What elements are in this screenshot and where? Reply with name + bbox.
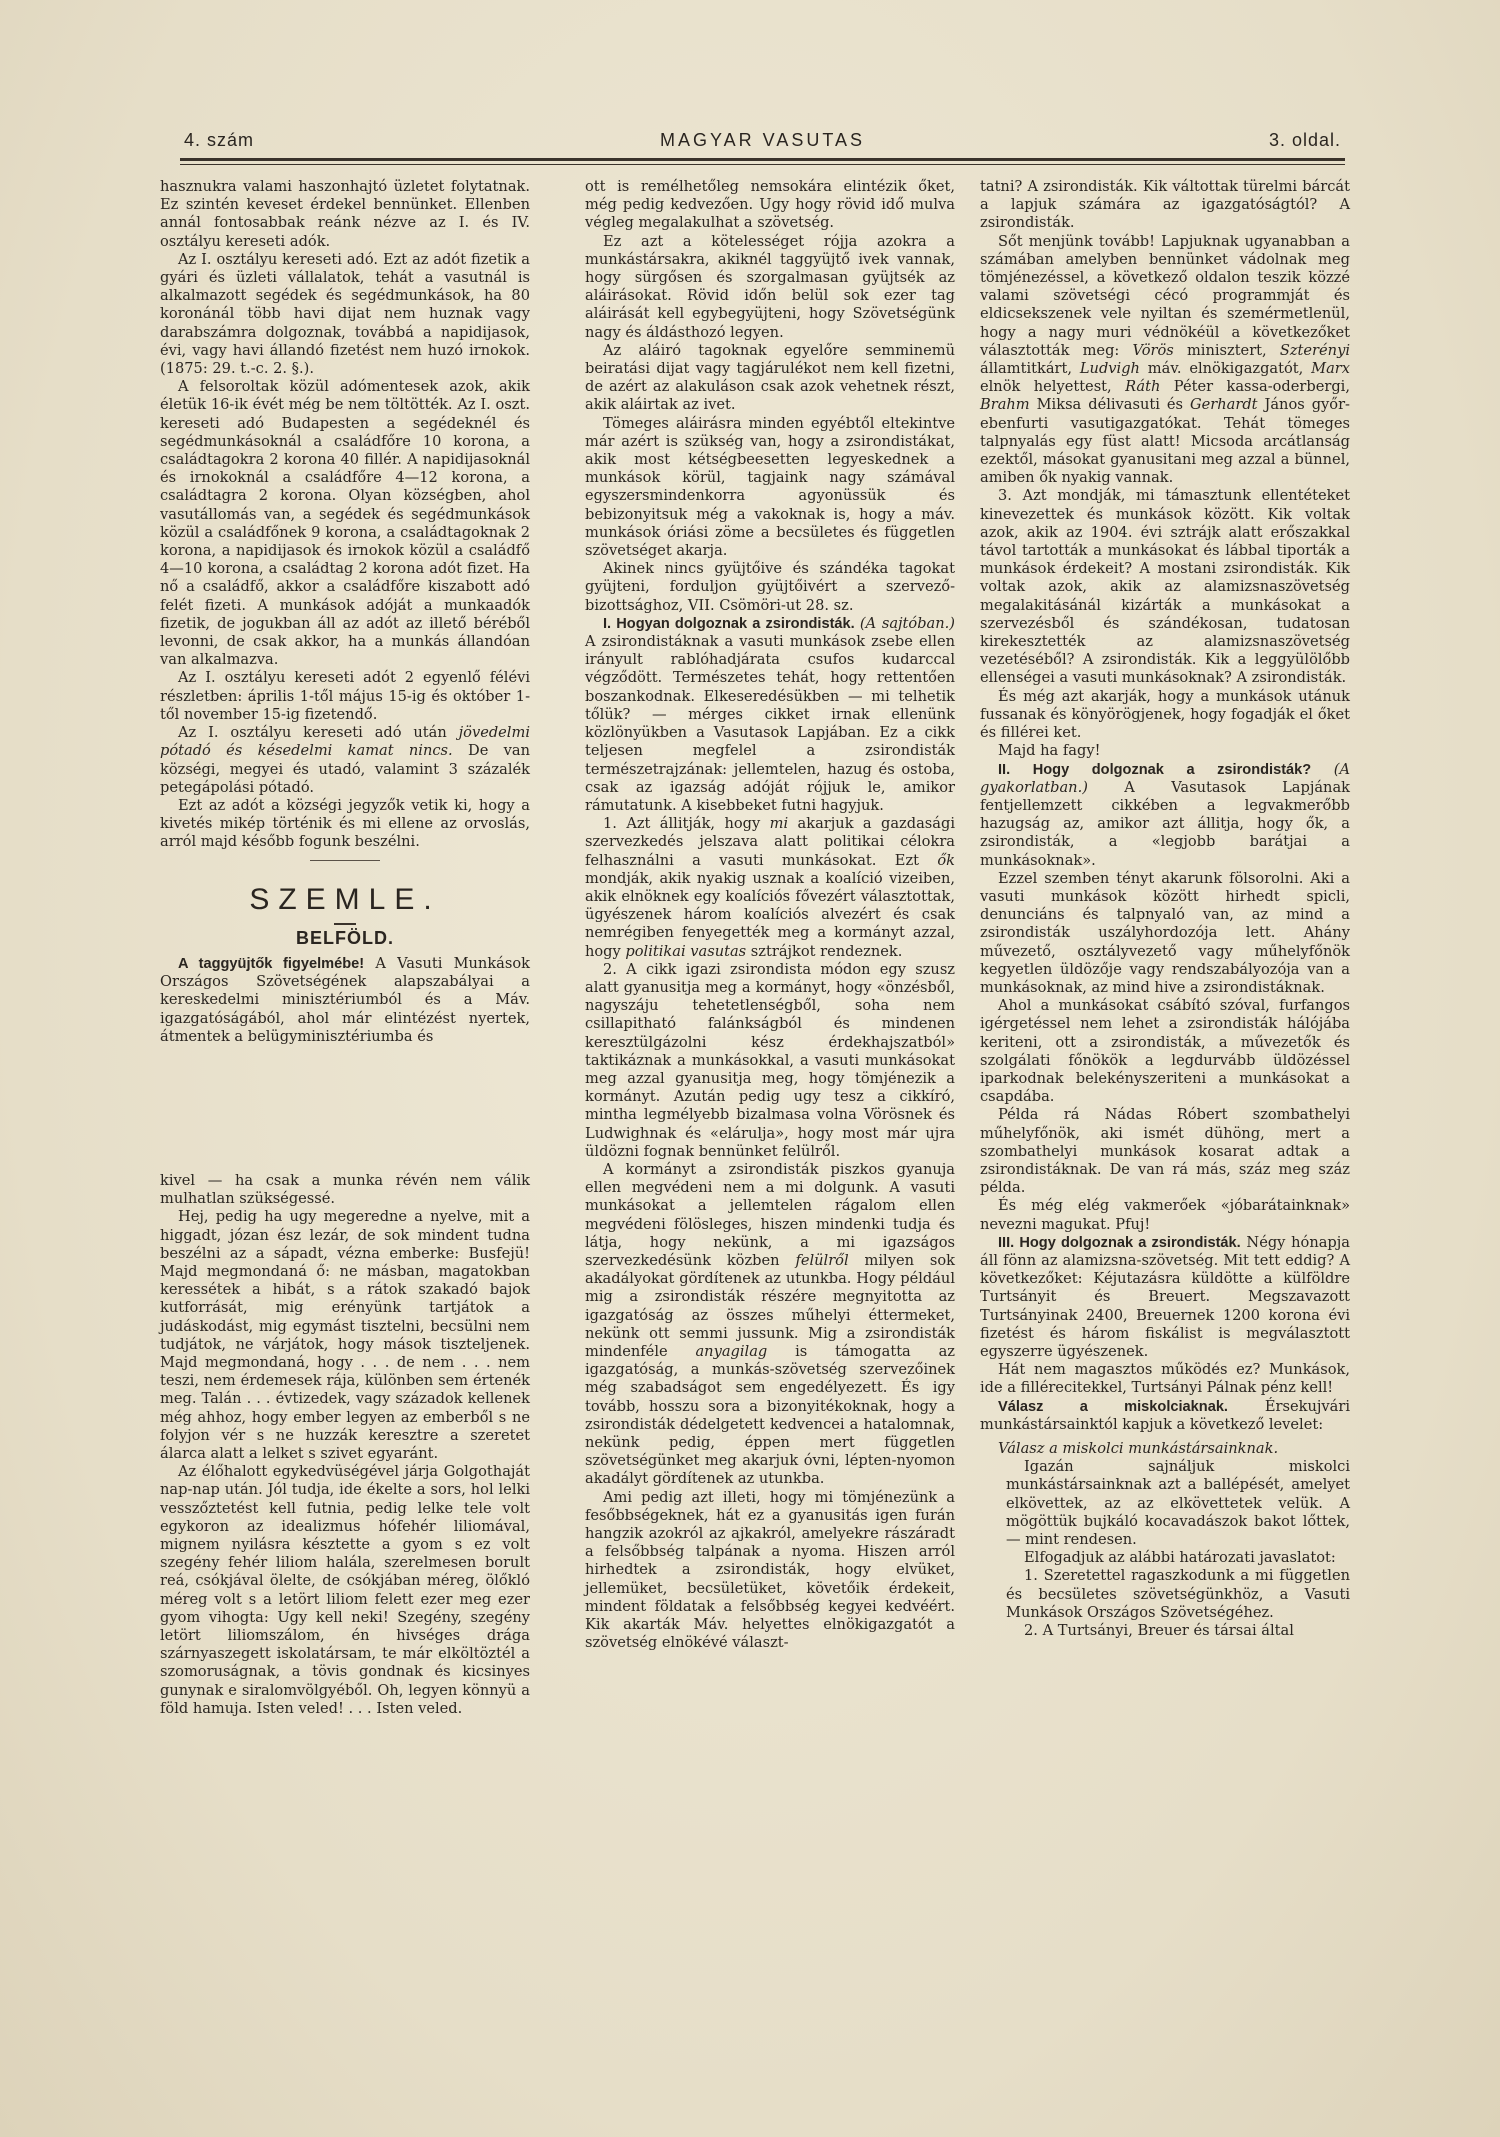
paragraph: kivel — ha csak a munka révén nem válik mulhatlan szükségessé. bbox=[160, 1172, 530, 1208]
paragraph bbox=[980, 1398, 1350, 1434]
text-run: A zsirondistáknak a vasuti munkások zsebe ellen irányult rablóhadjárata csufos kudarccal végződött. Természetes tehát, hogy rettentően boszankodnak. Elkeseredésükben — mi telhetik tőlük? — mérges cikket irnak ellenünk közlönyükben a Vasutasok Lapjában. Ez a cikk teljesen megfelel a zsirondisták természetrajzának: jellemtelen, hazug és ostoba, csak az igazság adóját rójjuk le, amikor rámutatunk. A kisebbeket futni hagyjuk. bbox=[585, 633, 955, 814]
paragraph bbox=[980, 761, 1350, 870]
text-run: A kormányt a zsirondisták piszkos gyanuja ellen megvédeni nem a mi dolgunk. A vasuti munkásokat a jellemtelen rágalom ellen megvédeni fölösleges, hiszen mindenki tudja és látja, hogy nekünk, a mi igazságos szervezkedésünk közben bbox=[585, 1160, 955, 1269]
text-run: elnök helyettest, bbox=[980, 378, 1126, 396]
text-run: mondják, akik nyakig usznak a koalíció vizeiben, akik elnöknek egy koalíciós fővezért választottak, ügyészenek három koalíciós alvezért és csak nemrégiben fenyegették meg a kormányt azzal, hogy bbox=[585, 869, 955, 960]
emphasis: politikai vasutas bbox=[625, 942, 747, 960]
paragraph: Majd ha fagy! bbox=[998, 742, 1101, 760]
column-1 bbox=[160, 178, 530, 1046]
paragraph: És még elég vakmerőek «jóbarátainknak» nevezni magukat. Pfuj! bbox=[980, 1197, 1350, 1233]
paragraph: Példa rá Nádas Róbert szombathelyi műhelyfőnök, aki ismét dühöng, mert a szombathelyi munkások kosarat adtak a zsirondistáknak. De van rá más, száz meg száz példa. bbox=[980, 1106, 1350, 1197]
text-run: milyen sok akadályokat gördítenek az utunkba. Hogy például mig a zsirondisták részére megnyitotta az igazgatóság az összes műhelyi éttermeket, nekünk ott semmi jussunk. Mig a zsirondisták mindenféle bbox=[585, 1251, 955, 1360]
page-number: 3. oldal. bbox=[1268, 130, 1341, 150]
emphasis: Ráth bbox=[1125, 378, 1161, 396]
paragraph: Az I. osztályu kereseti adót 2 egyenlő félévi részletben: április 1-től május 15-ig és október 1-től november 15-ig fizetendő. bbox=[160, 669, 530, 723]
emphasis: Gerhardt bbox=[1189, 396, 1258, 414]
lead-heading: A taggyüjtők figyelmébe! bbox=[178, 955, 365, 972]
paragraph: Hej, pedig ha ugy megeredne a nyelve, mit a higgadt, józan ész lezár, de sok mindent tudna beszélni az a sápadt, vézna emberke: Busfejü! Majd megmondaná ő: ne másban, magatokban keressétek a hibát, s a rátok szakadó bajok kutforrását, mig erényünk tartjátok a judáskodást, mig egymást tisztelni, becsülni nem tudjátok, ne várjátok, hogy mások tiszteljenek. Majd megmondaná, hogy . . . de nem . . . nem teszi, nem érdemesek rája, különben sem értenék meg. Talán . . . évtizedek, vagy századok kellenek még ahhoz, hogy ember legyen az emberből s ne folyjon vér s ne huzzák keresztre a szeretet álarca alatt a lelket s szivet egyaránt. bbox=[160, 1208, 530, 1463]
paragraph: És még azt akarják, hogy a munkások utánuk fussanak és könyörögjenek, hogy fogadják el őket és fillérei ket. bbox=[980, 687, 1350, 742]
paragraph bbox=[980, 233, 1350, 488]
paragraph bbox=[585, 1161, 955, 1489]
paragraph: Igazán sajnáljuk miskolci munkástársainknak azt a ballépését, amelyet elkövettek, az az elkövettetek velük. A mögöttük bujkáló kocavadászok bakot lőttek, — mint rendesen. bbox=[1006, 1458, 1350, 1549]
text-run: államtitkárt, bbox=[980, 360, 1080, 378]
header-rule bbox=[180, 158, 1345, 161]
text-run: A Vasuti Munkások Országos Szövetségének alapszabályai a kereskedelmi minisztériumból és a Máv. igazgatóságából, ahol már elintézést nyertek, átmentek a belügyminisztériumba és bbox=[160, 954, 530, 1045]
emphasis: felülről bbox=[795, 1251, 849, 1269]
paragraph: Ez azt a kötelességet rójja azokra a munkástársakra, akiknél taggyüjtő ivek vannak, hogy sürgősen és szorgalmasan gyüjtsék az aláirásokat. Rövid időn belül sok ezer tag aláirását kell egybegyüjteni, hogy Szövetségünk nagy és áldásthozó legyen. bbox=[585, 232, 955, 341]
letter-title: Válasz a miskolci munkástársainknak. bbox=[998, 1440, 1279, 1458]
paragraph: Ezzel szemben tényt akarunk fölsorolni. Aki a vasuti munkások között hirhedt spicli, denunciáns és talpnyaló van, az mind a zsirondisták uszályhordozója lett. Ahány művezető, osztályvezető vagy műhelyfőnök kegyetlen üldözője vagy rendszabályozója van a munkásoknak, az mind hive a zsirondistáknak. bbox=[980, 869, 1350, 996]
lead-heading: II. Hogy dolgoznak a zsirondisták? bbox=[998, 761, 1334, 778]
paragraph: Az I. osztályu kereseti adó. Ezt az adót fizetik a gyári és üzleti vállalatok, tehát a vasutnál is alkalmazott segédek és segédmunkások, ha 80 koronánál több havi dijat nem huznak vagy darabszámra dolgoznak, továbbá a napidijasok, évi, vagy havi állandó fizetést nem huzó irnokok. (1875: 29. t.-c. 2. §.). bbox=[160, 250, 530, 378]
text-run: Négy hónapja áll fönn az alamizsna-szövetség. Mit tett eddig? A következőket: Kéjutazásra küldötte a külföldre Turtsányit és Breuert. Megszavazott Turtsányinak 2400, Breuernek 1200 korona évi fizetést és három fiskálist is megválasztott egyszerre ügyészenek. bbox=[980, 1233, 1350, 1360]
section-title-szemle: SZEMLE. bbox=[249, 882, 441, 916]
paragraph: Ahol a munkásokat csábító szóval, furfangos igérgetéssel nem lehet a zsirondisták hálójába keriteni, ott a zsirondisták, a művezetők és szolgálati főnökök a legdurvább üldözéssel iparkodnak belekényszeriteni a munkásokat a csapdába. bbox=[980, 997, 1350, 1106]
text-run: A Vasutasok Lapjának fentjellemzett cikkében a legvakmerőbb hazugság az, amikor azt állitja, hogy ők, a zsirondisták, a «legjobb barátjai a munkásoknak». bbox=[980, 778, 1350, 869]
emphasis: Ludvigh bbox=[1079, 360, 1140, 378]
column-3 bbox=[980, 178, 1350, 1640]
paragraph bbox=[585, 815, 955, 961]
emphasis: anyagilag bbox=[695, 1343, 768, 1360]
text-run: minisztert, bbox=[1173, 341, 1280, 359]
column-1-lower bbox=[160, 1172, 530, 1718]
text-run: Az I. osztályu kereseti adó után bbox=[178, 724, 459, 742]
text-run: 1. Azt állitják, hogy bbox=[603, 815, 770, 833]
text-run: sztrájkot rendeznek. bbox=[746, 942, 903, 960]
emphasis: jövedelmi pótadó és késedelmi kamat nincs. bbox=[160, 724, 530, 760]
paragraph: Az élőhalott egykedvüségével járja Golgothaját nap-nap után. Jól tudja, ide ékelte a sors, hol lelki vesszőztetést kell futnia, pedig lelke tele volt egykoron az idealizmus hófehér liliomával, mignem nyilásra késztette a gyom s ez volt szegény fehér liliom halála, szerelmesen borult reá, csókjával ölelte, de csókjában méreg, ölőkló méreg volt s a letört liliom felett ezer meg ezer gyom vihogta: Ugy kell neki! Szegény, szegény letört liliomszálom, én hivséges drága szárnyaszegett iskolatársam, te már elköltöztél a szomoruságnak, a tövis gondnak és kicsinyes gunynak e siralomvölgyéből. Oh, legyen könnyü a föld hamuja. Isten veled! . . . Isten veled. bbox=[160, 1463, 530, 1717]
lead-heading: I. Hogyan dolgoznak a zsirondisták. bbox=[603, 615, 860, 632]
header-rule-thin bbox=[180, 164, 1345, 165]
paragraph: Hát nem magasztos működés ez? Munkások, ide a fillérecitekkel, Turtsányi Pálnak pénz kell! bbox=[980, 1361, 1350, 1397]
text-run: De van községi, megyei és utadó, valamint 3 százalék petegápolási pótadó. bbox=[160, 742, 530, 796]
paragraph bbox=[585, 615, 955, 815]
paragraph bbox=[980, 1234, 1350, 1361]
paragraph: Tömeges aláirásra minden egyébtől eltekintve már azért is szükség van, hogy a zsirondistákat, akik most kétségbeesetten legyeskednek a munkások körül, tagjaink nagy számával egyszersmindenkorra agyonüssük és bebizonyitsuk még a vakoknak is, hogy a máv. munkások óriási zöme a becsületes és független szövetséget akarja. bbox=[585, 414, 955, 560]
paragraph: tatni? A zsirondisták. Kik váltottak türelmi bárcát a lapjuk számára az igazgatóságtól? A zsirondisták. bbox=[980, 178, 1350, 232]
text-run: akarjuk a gazdasági szervezkedés jelszava alatt politikai célokra felhasználni a vasuti munkásokat. Ezt bbox=[585, 815, 955, 869]
paragraph: A felsoroltak közül adómentesek azok, akik életük 16-ik évét még be nem töltötték. Az I. oszt. kereseti adó Budapesten a segédeknél és segédmunkásoknál a családfőre 10 korona, a családtagokra 2 korona 40 fillér. A napidijasoknál és irnokoknál a családfőre 4—12 korona, a családtagra 2 korona. Olyan községben, ahol vasutállomás van, a segédek és segédmunkások közül a családfőnek 9 korona, a családtagoknak 2 korona, a napidijasok és irnokok közül a családfő 4—10 korona, a családtag 2 korona adót fizet. Ha nő a családfő, akkor a családfőre kiszabott adó felét fizeti. A munkások adóját a munkaadók fizetik, de jogukban áll az adót az illető béréből levonni, de csak akkor, ha a munkás állandóan van alkalmazva. bbox=[160, 378, 530, 669]
emphasis: Marx bbox=[1311, 360, 1350, 378]
paragraph: Ami pedig azt illeti, hogy mi tömjénezünk a fesőbbségeknek, hát ez a gyanusitás igen furán hangzik azokról az ajkakról, amelyekre rászáradt a felsőbbség talpának a nyoma. Hiszen arról hirhedtek a zsirondisták, hogy elvüket, jellemüket, becsületüket, követőik érdekeit, mindent földatak a felsőbbség kegyei kedvéért. Kik akarták Máv. helyettes elnökigazgatót a szövetség elnökévé választ- bbox=[585, 1488, 955, 1652]
paragraph: 2. A Turtsányi, Breuer és társai által bbox=[1024, 1622, 1294, 1640]
separator bbox=[310, 860, 380, 861]
paragraph: 2. A cikk igazi zsirondista módon egy szusz alatt gyanusitja meg a kormányt, hogy «önzésből, nagyszáju tehetetlenségből, soha nem csillapitható falánkságból és mindenen keresztülgázolni kész érdekhajszatból» taktikáznak a munkásokkal, a vasuti munkásokat meg azzal gyanusitja meg, hogy tömjénezik a kormányt. Azután pedig ugy tesz a cikkíró, mintha legmélyebb bizalmasa volna Vörösnek és Ludwighnak és «elárulja», hogy most már ujra üldözni fognak bennünket felülről. bbox=[585, 960, 955, 1160]
paragraph: Elfogadjuk az alábbi határozati javaslatot: bbox=[1024, 1549, 1336, 1567]
text-run: máv. elnökigazgatót, bbox=[1139, 360, 1312, 378]
issue-number: 4. szám bbox=[184, 130, 255, 150]
column-2 bbox=[585, 178, 955, 1652]
paragraph: Akinek nincs gyüjtőive és szándéka tagokat gyüjteni, forduljon gyüjtőivért a szervező-bizottsághoz, VII. Csömöri-ut 28. sz. bbox=[585, 560, 955, 614]
emphasis: Brahm bbox=[980, 396, 1030, 414]
emphasis: ők bbox=[937, 851, 955, 869]
page-header bbox=[180, 128, 1345, 156]
lead-heading: Válasz a miskolciaknak. bbox=[998, 1398, 1228, 1415]
text-run: Sőt menjünk tovább! Lapjuknak ugyanabban a számában amelyben bennünket vádolnak meg tömjénezéssel, a következő oldalon teszik közzé valami szövetségi cécó programmját és eldicsekszenek vele nyiltan és szemérmetlenül, hogy a nagy muri védnökéül a következőket választották meg: bbox=[980, 232, 1350, 359]
text-run: János győr-ebenfurti vasutigazgatókat. Tehát tömeges talpnyalás egy füst alatt! Micsoda arcátlanság ezektől, másokat gyanusitani meg azzal a bünnel, amiben ők nyakig vannak. bbox=[980, 396, 1350, 487]
emphasis: Szterényi bbox=[1279, 341, 1350, 359]
paragraph bbox=[160, 955, 530, 1046]
text-run: Érsekujvári munkástársainktól kapjuk a következő levelet: bbox=[980, 1397, 1350, 1433]
emphasis: mi bbox=[769, 815, 789, 833]
text-run: Miksa délivasuti és bbox=[1029, 396, 1190, 414]
paragraph: 3. Azt mondják, mi támasztunk ellentéteket kinevezettek és munkások között. Kik voltak azok, akik az 1904. évi sztrájk alatt erőszakkal távol tartották a munkásokat és lábbal tiporták a munkások érdekeit? A mostani zsirondisták. Kik voltak azok, akik az alamizsnaszövetség megalakitásánál kizárták a munkásokat a szervezésből és szándékosan, tudatosan kirekesztették az alamizsnaszövetség vezetéséből? A zsirondisták. Kik a leggyülölőbb ellenségei a vasuti munkásoknak? A zsirondisták. bbox=[980, 487, 1350, 687]
paragraph: ott is remélhetőleg nemsokára elintézik őket, még pedig kedvezően. Ugy hogy rövid idő mulva végleg megalakulhat a szövetség. bbox=[585, 178, 955, 232]
paragraph bbox=[160, 724, 530, 797]
emphasis: Vörös bbox=[1132, 341, 1174, 359]
text-run: Péter kassa-oderbergi, bbox=[1160, 378, 1350, 396]
subsection-belfold: BELFÖLD. bbox=[160, 923, 530, 947]
letter-body bbox=[980, 1458, 1350, 1640]
emphasis: (A sajtóban.) bbox=[859, 614, 955, 632]
paragraph: 1. Szeretettel ragaszkodunk a mi független és becsületes szövetségünkhöz, a Vasuti Munkások Országos Szövetségéhez. bbox=[1006, 1567, 1350, 1621]
paragraph: hasznukra valami haszonhajtó üzletet folytatnak. Ez szintén keveset érdekel bennünket. Ellenben annál fontosabbak reánk nézve az I. és IV. osztályu kereseti adók. bbox=[160, 178, 530, 250]
emphasis: (A gyakorlatban.) bbox=[980, 760, 1350, 796]
paragraph: Ezt az adót a községi jegyzők vetik ki, hogy a kivetés mikép történik és mi ellene az orvoslás, arról majd később fogunk beszélni. bbox=[160, 796, 530, 851]
paragraph: Az aláiró tagoknak egyelőre semminemü beiratási dijat vagy tagjárulékot nem kell fizetni, de azért az alakuláson csak azok vehetnek részt, akik aláirtak az ivet. bbox=[585, 341, 955, 414]
masthead-title: MAGYAR VASUTAS bbox=[659, 130, 866, 150]
lead-heading: III. Hogy dolgoznak a zsirondisták. bbox=[998, 1234, 1241, 1251]
text-run: is támogatta az igazgatóság, a munkás-szövetség szervezőinek még szabadságot sem engedélyezett. És igy tovább, hosszu sora a bizonyitékoknak, hogy a zsirondisták dédelgetett kedvencei a hatalomnak, nekünk pedig, éppen mert független szövetségünket meg akarjuk óvni, lépten-nyomon akadályt gördítenek az utunkba. bbox=[585, 1343, 955, 1488]
